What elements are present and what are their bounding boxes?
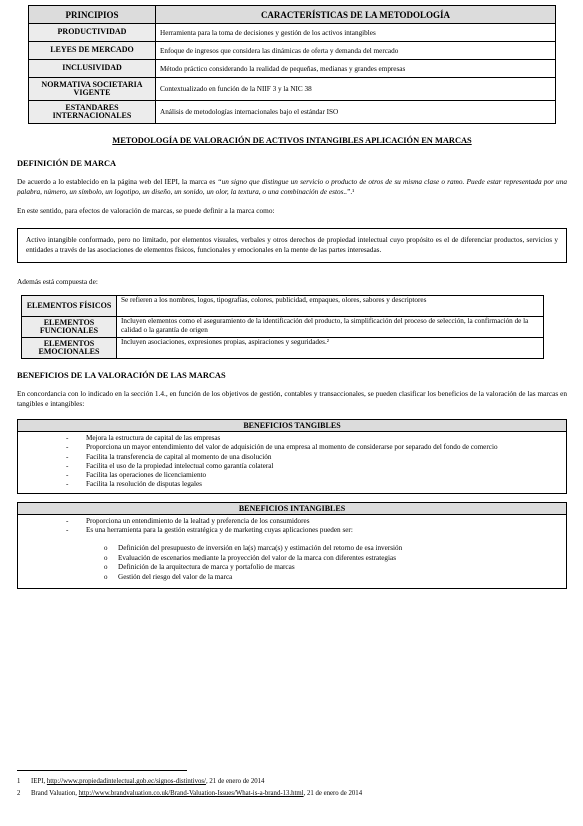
table-row	[22, 338, 544, 359]
beneficios-intro: En concordancia con lo indicado en la sección 1.4., en función de los objetivos de gestión, contables y transaccionales, se pueden clasificar los beneficios de la valoración de las marcas en tangibles e intangibles:	[17, 389, 567, 408]
section-title: METODOLOGÍA DE VALORACIÓN DE ACTIVOS INTANGIBLES APLICACIÓN EN MARCAS	[112, 136, 472, 145]
table-row	[29, 60, 556, 78]
elemento-cell: ELEMENTOS FÍSICOS	[22, 296, 117, 317]
sub-list-item: o Definición de la arquitectura de marca y portafolio de marcas	[18, 563, 566, 573]
principios-table	[28, 5, 556, 124]
table-row	[22, 296, 544, 317]
footnote-text: , 21 de enero de 2014	[205, 778, 265, 785]
list-item: - Facilita la transferencia de capital al momento de una disolución	[18, 453, 566, 462]
definicion-paragraph	[17, 177, 567, 197]
table-row	[29, 78, 556, 101]
principio-cell: INCLUSIVIDAD	[29, 60, 156, 78]
list-item: - Facilita las operaciones de licenciamiento	[18, 471, 566, 480]
list-item: - Mejora la estructura de capital de las empresas	[18, 434, 566, 443]
sub-list-item: o Evaluación de escenarios mediante la proyección del valor de la marca con diferentes estrategias	[18, 554, 566, 564]
paragraph: Además está compuesta de:	[17, 277, 98, 286]
document-page	[17, 5, 567, 589]
principio-cell: ESTANDARES INTERNACIONALES	[29, 101, 156, 124]
sub-list-item: o Gestión del riesgo del valor de la marca	[18, 573, 566, 583]
footnote-link[interactable]: http://www.propiedadintelectual.gob.ec/signos-distintivos/	[46, 778, 206, 785]
elementos-table	[21, 295, 544, 359]
footnote-text: Brand Valuation,	[31, 790, 79, 797]
caracteristica-cell: Enfoque de ingresos que considera las dinámicas de oferta y demanda del mercado	[156, 42, 556, 60]
footnote	[17, 789, 362, 798]
principio-cell: PRODUCTIVIDAD	[29, 24, 156, 42]
paragraph-text: De acuerdo a lo establecido en la página web del IEPI, la marca es	[17, 177, 218, 186]
intangibles-list	[18, 517, 566, 536]
elemento-desc-cell: Incluyen asociaciones, expresiones propias, aspiraciones y seguridades.²	[117, 338, 544, 359]
footnote-link[interactable]: http://www.brandvaluation.co.uk/Brand-Valuation-Issues/What-is-a-brand-13.html	[78, 790, 304, 797]
list-item: - Facilita la resolución de disputas legales	[18, 480, 566, 489]
column-header: PRINCIPIOS	[29, 6, 156, 24]
intangibles-sublist	[18, 544, 566, 582]
column-header: CARACTERÍSTICAS DE LA METODOLOGÍA	[156, 6, 556, 24]
definicion-heading: DEFINICIÓN DE MARCA	[17, 159, 117, 168]
box-title: BENEFICIOS INTANGIBLES	[18, 503, 566, 515]
elemento-cell: ELEMENTOS FUNCIONALES	[22, 317, 117, 338]
elemento-desc-cell: Incluyen elementos como el aseguramiento de la identificación del producto, la simplificación del proceso de selección, la confirmación de la calidad o la garantía de origen	[117, 317, 544, 338]
table-header-row	[29, 6, 556, 24]
list-item: - Facilita el uso de la propiedad intelectual como garantía colateral	[18, 462, 566, 471]
sub-list-item: o Definición del presupuesto de inversión en la(s) marca(s) y estimación del retorno de esa inversión	[18, 544, 566, 554]
list-item: - Proporciona un entendimiento de la lealtad y preferencia de los consumidores	[18, 517, 566, 526]
beneficios-intangibles-box	[17, 502, 567, 590]
caracteristica-cell: Análisis de metodologías internacionales bajo el estándar ISO	[156, 101, 556, 124]
beneficios-heading: BENEFICIOS DE LA VALORACIÓN DE LAS MARCAS	[17, 371, 226, 380]
principio-cell: LEYES DE MERCADO	[29, 42, 156, 60]
table-row	[29, 101, 556, 124]
marca-definition-box: Activo intangible conformado, pero no limitado, por elementos visuales, verbales y otros derechos de propiedad intelectual cuyo propósito es el de diferenciar productos, servicios y entidades a través de las asociaciones de elementos físicos, funcionales y emocionales en la mente de las partes interesadas.	[17, 228, 567, 263]
principio-cell: NORMATIVA SOCIETARIA VIGENTE	[29, 78, 156, 101]
quote-text: “un signo que distingue un servicio o producto de otros de su misma clase o ramo. Puede estar representada por una palabra, número, un símbolo, un logotipo, un diseño, un sonido, un olor, la textura, o una combinación de estos..	[17, 177, 567, 196]
paragraph: En este sentido, para efectos de valoración de marcas, se puede definir a la marca como:	[17, 206, 275, 215]
elemento-desc-cell: Se refieren a los nombres, logos, tipografías, colores, publicidad, empaques, olores, sabores y descriptores	[117, 296, 544, 317]
tangibles-list	[18, 434, 566, 490]
footnote-divider	[17, 770, 187, 771]
table-row	[29, 24, 556, 42]
footnote-text: , 21 de enero de 2014	[303, 790, 363, 797]
list-item: - Proporciona un mayor entendimiento del valor de adquisición de una empresa al momento de considerarse por separado del fondo de comercio	[18, 443, 566, 452]
table-row	[22, 317, 544, 338]
table-row	[29, 42, 556, 60]
footnote-number: 1	[17, 778, 21, 785]
beneficios-tangibles-box	[17, 419, 567, 494]
footnote-number: 2	[17, 790, 21, 797]
elemento-cell: ELEMENTOS EMOCIONALES	[22, 338, 117, 359]
caracteristica-cell: Contextualizado en función de la NIIF 3 y la NIC 38	[156, 78, 556, 101]
box-title: BENEFICIOS TANGIBLES	[18, 420, 566, 432]
footnote	[17, 777, 264, 786]
caracteristica-cell: Método práctico considerando la realidad de pequeñas, medianas y grandes empresas	[156, 60, 556, 78]
list-item: - Es una herramienta para la gestión estratégica y de marketing cuyas aplicaciones pueden ser:	[18, 526, 566, 535]
quote-end: ”.¹	[347, 187, 355, 196]
footnote-text: IEPI,	[31, 778, 47, 785]
caracteristica-cell: Herramienta para la toma de decisiones y gestión de los activos intangibles	[156, 24, 556, 42]
